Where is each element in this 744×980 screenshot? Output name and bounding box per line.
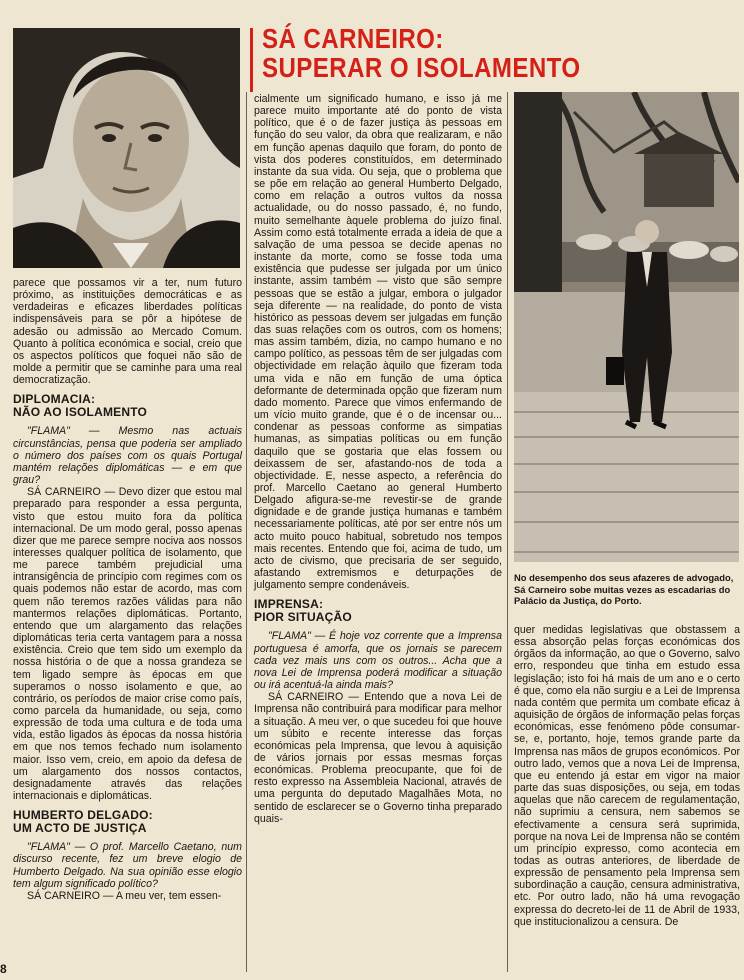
- headline-line-1: SÁ CARNEIRO:: [262, 23, 444, 54]
- column-3: [514, 624, 740, 928]
- heading-line: PIOR SITUAÇÃO: [254, 610, 352, 625]
- heading-line: NÃO AO ISOLAMENTO: [13, 405, 148, 420]
- interview-answer: SÁ CARNEIRO — A meu ver, tem essen-: [27, 889, 222, 902]
- lawyer-photo: [514, 92, 739, 562]
- article-headline: [262, 24, 581, 82]
- headline-line-2: SUPERAR O ISOLAMENTO: [262, 52, 581, 83]
- interview-question: "FLAMA" — É hoje voz corrente que a Imprensa portuguesa é amorfa, que os jornais se parecem cada vez mais uns com os outros... Acha que a nova Lei de Imprensa poderá modificar a situação ou irá acentuá-la ainda mais?: [254, 630, 502, 692]
- photo-caption: No desempenho dos seus afazeres de advogado, Sá Carneiro sobe muitas vezes as escadarias do Palácio da Justiça, do Porto.: [514, 572, 734, 606]
- heading-line: UM ACTO DE JUSTIÇA: [13, 821, 147, 836]
- interview-question: "FLAMA" — Mesmo nas actuais circunstâncias, pensa que poderia ser ampliado o número dos países com os quais Portugal mantém relações diplomáticas — e em que grau?: [13, 425, 242, 487]
- heading-line: IMPRENSA:: [254, 597, 324, 612]
- palace-stairs-illustration: [514, 92, 739, 562]
- interview-answer: SÁ CARNEIRO — Entendo que a nova Lei de Imprensa não contribuirá para modificar para melhor a situação. A meu ver, o que sucedeu foi que houve um súbito e recente interesse das forças económicas pela Imprensa, que levou à aquisição de vários jornais por essas mesmas forças económicas. Problema preocupante, que foi de resto expresso na Assembleia Nacional, através de uma pergunta do deputado Magalhães Mota, no sentido de esclarecer se o Governo tinha preparado quais-: [254, 691, 502, 825]
- headline-accent-bar: [250, 28, 253, 92]
- column-divider-left: [246, 92, 247, 972]
- heading-line: HUMBERTO DELGADO:: [13, 808, 153, 823]
- intro-paragraph: parece que possamos vir a ter, num futuro próximo, as instituições democráticas e as verdadeiras e eficazes liberdades políticas indispensáveis para se pôr a hipótese de adesão ou admissão ao Mercado Comum. Quanto à política económica e social, creio que os aspectos políticos que foquei não são de molde a permitir que se caminhe para uma real democratização.: [13, 277, 242, 387]
- column-2: [254, 93, 502, 825]
- section-heading-humberto-delgado: [13, 809, 242, 835]
- column-1: [13, 277, 242, 902]
- interview-answer: SÁ CARNEIRO — Devo dizer que estou mal preparado para responder a essa pergunta, visto que estou muito fora da política internacional. De um modo geral, posso apenas dizer que me parece sempre nociva aos nossos interesses qualquer política de isolamento, que me parece também prejudicial uma intransigência de princípio com regimes com os quais podemos não estar de acordo, mas com quem não teremos razões válidas para não mantermos relações diplomáticas. Portanto, entendo que um alargamento das relações diplomáticas teria certa vantagem para a nossa existência. Creio que tem sido um exemplo da nossa história o de que a nossa grandeza se tem ligado sempre às épocas em que superamos o nosso isolamento e que, ao contrário, os períodos de maior crise como país, como parcela da humanidade, ou seja, como expressão de toda uma cultura e de toda uma vida, estão ligados às épocas da nossa história em que nos temos fechado num isolamento maior. Isso vem, creio, em apoio da defesa de um alargamento dos nossos contactos, designadamente através das relações internacionais e diplomáticas.: [13, 486, 242, 803]
- answer-continued: quer medidas legislativas que obstassem a essa absorção pelas forças económicas dos órgãos da informação, ao que o Governo, salvo erro, respondeu que tinha em estudo essa legislação; isto foi há mais de um ano e o certo é que, como ela não surgiu e a Lei de Imprensa nada contém que permita um combate eficaz à aquisição de órgãos de informação pelas forças económicas, esse fenómeno pôde consumar-se, e, portanto, hoje, temos grande parte da Imprensa nas mãos de grupos económicos. Por outro lado, vemos que a nova Lei de Imprensa, que eu entendo já estar em vigor na maior parte das suas disposições, ou seja, em todas aquelas que não carecem de regulamentação, não suprimiu a censura, nem sabemos se efectivamente a censura será suprimida, porque na nova Lei de Imprensa não se contém um princípio expresso, como acontecia em todas as outras anteriores, de liberdade de expressão de pensamento pela Imprensa sem subordinação a caução, censura administrativa, etc. Por outro lado, não há uma revogação expressa do decreto-lei de 11 de Abril de 1933, que institucionalizou a censura. De: [514, 624, 740, 928]
- section-heading-diplomacia: [13, 393, 242, 419]
- portrait-photo: [13, 28, 240, 268]
- answer-continued: cialmente um significado humano, e isso já me parece muito importante até do ponto de vista político, que é o de fazer justiça às pessoas em função do seu valor, da obra que realizaram, e não em função apenas daquilo que foram, do ponto de vista dos poderes constituídos, em determinado instante da sua vida. Ou seja, que o problema que se põe em relação ao general Humberto Delgado, como em relação a outros vultos da nossa actualidade, ou do nosso passado, é, no fundo, muito semelhante àquele problema do juízo final. Assim como está totalmente errada a ideia de que a salvação de uma pessoa se decide apenas no instante da morte, como se fosse toda uma existência que pudesse ser julgada por um único instante, assim também — visto que são sempre pessoas que se estão a julgar, embora o julgador seja diferente — na realidade, do ponto de vista histórico as pessoas devem ser julgadas em função das suas relações com os outros, com os homens; mas assim também, dizia, no campo humano e no campo político, as pessoas têm de ser julgadas com objectividade em relação àquilo que fizeram toda uma vida e não em função de uma óptica deformante de determinada opção que fizeram num dado momento. Parece que vimos enfermando de um vício muito grande, que é o de incensar ou... condenar as pessoas conforme as simpatias humanas, as simpatias políticas ou em função daquilo que se gostaria que elas fossem ou deixassem de ser, afastando-nos de toda a objectividade. E, nesse aspecto, a referência do prof. Marcello Caetano ao general Humberto Delgado afigura-se-me revestir-se de grande dignidade e de grande justiça humanas e também necessariamente políticas, até por ser entre nós um acto muito pouco habitual, sobretudo nos tempos mais recentes. Entendo que foi, acima de tudo, um acto de civismo, que precisaria de ser seguido, afastando extremismos e deturpações de julgamento sempre condenáveis.: [254, 93, 502, 592]
- heading-line: DIPLOMACIA:: [13, 392, 96, 407]
- interview-question: "FLAMA" — O prof. Marcello Caetano, num discurso recente, fez um breve elogio de Humberto Delgado. Na sua opinião esse elogio tem algum significado político?: [13, 841, 242, 890]
- section-heading-imprensa: [254, 598, 502, 624]
- page-number: 8: [0, 962, 7, 976]
- portrait-illustration: [13, 28, 240, 268]
- column-divider-right: [507, 92, 508, 972]
